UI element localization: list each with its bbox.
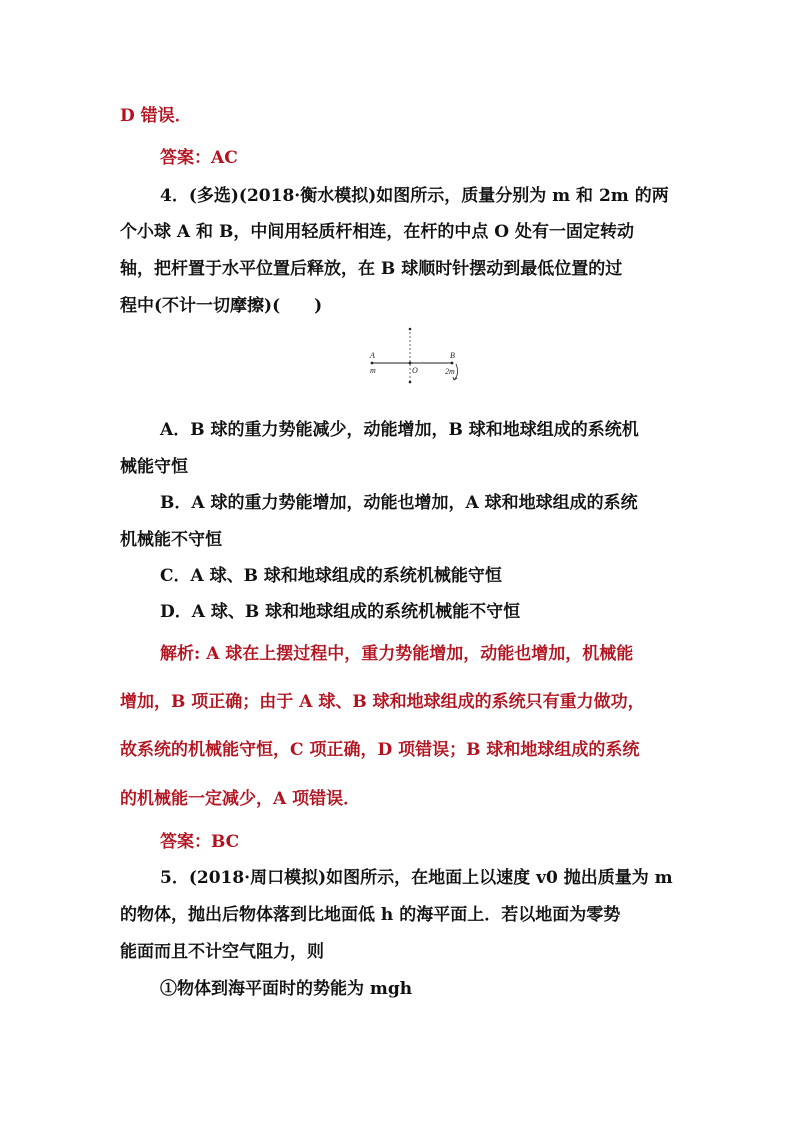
q4-option-a-line-2: 械能守恒 [120, 457, 188, 477]
q5-line-2: 的物体，抛出后物体落到比地面低 h 的海平面上．若以地面为零势 [120, 905, 621, 925]
q4-line-2: 个小球 A 和 B，中间用轻质杆相连，在杆的中点 O 处有一固定转动 [120, 222, 634, 242]
answer-value: BC [211, 832, 240, 852]
analysis-line-2: 增加，B 项正确；由于 A 球、B 球和地球组成的系统只有重力做功， [120, 692, 645, 712]
answer-value: AC [211, 148, 238, 168]
q5-line-1: 5．(2018·周口模拟)如图所示，在地面上以速度 v0 抛出质量为 m [160, 868, 673, 888]
ball-a [371, 362, 374, 365]
q4-line-4: 程中(不计一切摩擦)( ) [120, 296, 323, 316]
q5-item-1: ①物体到海平面时的势能为 mgh [160, 979, 413, 999]
answer-3 [160, 146, 238, 170]
q4-line-3: 轴，把杆置于水平位置后释放，在 B 球顺时针摆动到最低位置的过 [120, 259, 623, 279]
label-b: B [450, 351, 455, 360]
analysis-text-1: : A 球在上摆过程中，重力势能增加，动能也增加，机械能 [194, 644, 634, 664]
pivot-o [409, 362, 412, 365]
ball-b [451, 362, 454, 365]
q5-line-3: 能面而且不计空气阻力，则 [120, 942, 324, 962]
analysis-label: 解析 [160, 644, 194, 664]
answer-label: 答案： [160, 148, 211, 168]
q4-option-b-line-2: 机械能不守恒 [120, 530, 222, 550]
bottom-point [409, 381, 412, 384]
q4-option-d: D．A 球、B 球和地球组成的系统机械能不守恒 [160, 602, 521, 622]
analysis-line-3: 故系统的机械能守恒，C 项正确，D 项错误；B 球和地球组成的系统 [120, 740, 640, 760]
label-a: A [370, 351, 375, 360]
previous-answer-tail: D 错误． [120, 106, 192, 126]
analysis-line-4: 的机械能一定减少，A 项错误． [120, 789, 361, 809]
rod-diagram [360, 326, 470, 384]
q4-line-1: 4．(多选)(2018·衡水模拟)如图所示，质量分别为 m 和 2m 的两 [160, 186, 669, 206]
top-point [409, 328, 412, 331]
q4-option-b-line-1: B．A 球的重力势能增加，动能也增加，A 球和地球组成的系统 [160, 493, 638, 513]
label-2m: 2m [445, 367, 455, 376]
q4-option-c: C．A 球、B 球和地球组成的系统机械能守恒 [160, 566, 502, 586]
q4-option-a-line-1: A．B 球的重力势能减少，动能增加，B 球和地球组成的系统机 [160, 420, 639, 440]
answer-4 [160, 830, 239, 854]
label-o: O [412, 366, 418, 375]
label-m: m [370, 366, 376, 375]
answer-label: 答案： [160, 832, 211, 852]
analysis-line-1 [160, 642, 633, 666]
